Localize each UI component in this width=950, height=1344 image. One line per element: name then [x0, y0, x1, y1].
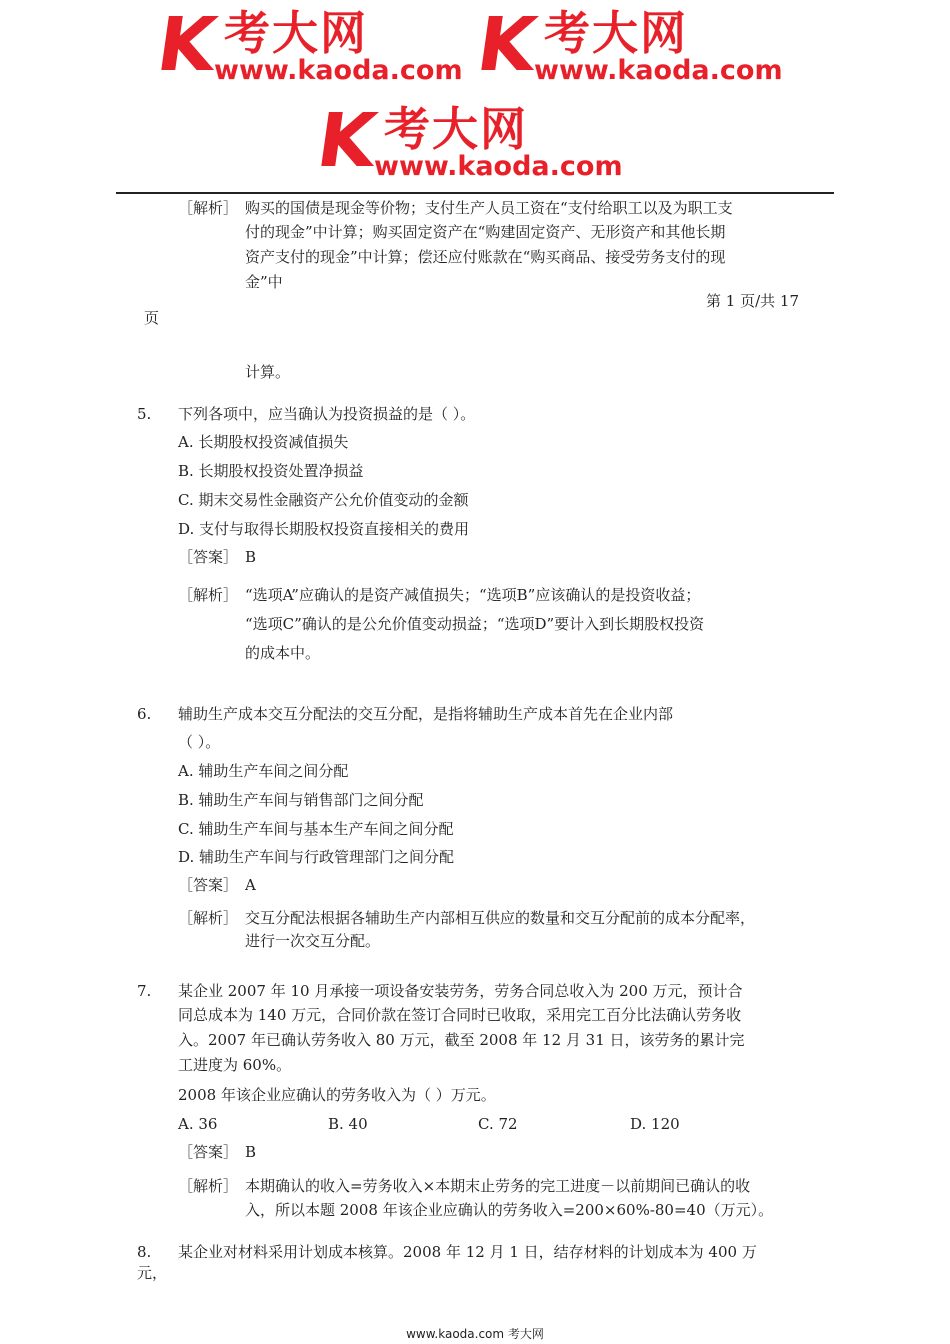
q6-answer: A	[245, 876, 256, 894]
q6-option-a: A. 辅助生产车间之间分配	[178, 762, 349, 780]
q7-analysis-line: 入，所以本题 2008 年该企业应确认的劳务收入=200×60%-80=40（万元）。	[245, 1201, 774, 1219]
q5-option-d: D. 支付与取得长期股权投资直接相关的费用	[178, 520, 470, 538]
logo-url: www.kaoda.com	[374, 151, 623, 182]
q7-answer-label: ［答案］	[178, 1143, 239, 1161]
q6-stem-line: （ ）。	[178, 733, 221, 751]
q7-answer: B	[245, 1143, 257, 1161]
q5-analysis-label: ［解析］	[178, 586, 239, 604]
q6-option-b: B. 辅助生产车间与销售部门之间分配	[178, 791, 424, 809]
q6-answer-label: ［答案］	[178, 876, 239, 894]
logo-k-mark: K	[311, 98, 382, 184]
q6-option-c: C. 辅助生产车间与基本生产车间之间分配	[178, 820, 454, 838]
q7-analysis-label: ［解析］	[178, 1177, 239, 1195]
q4-analysis-line: 金”中	[245, 273, 283, 291]
q8-number: 8.	[137, 1243, 152, 1261]
q8-stem-line: 元，	[137, 1264, 168, 1282]
q5-answer: B	[245, 548, 257, 566]
q4-analysis-line: 购买的国债是现金等价物；支付生产人员工资在“支付给职工以及为职工支	[245, 199, 733, 217]
q6-number: 6.	[137, 705, 152, 723]
q6-option-d: D. 辅助生产车间与行政管理部门之间分配	[178, 848, 455, 866]
q5-stem: 下列各项中，应当确认为投资损益的是（ ）。	[178, 405, 476, 423]
logo-chinese-name: 考大网	[384, 102, 528, 156]
q5-option-b: B. 长期股权投资处置净损益	[178, 462, 364, 480]
q7-stem-line: 工进度为 60%。	[178, 1056, 292, 1074]
q8-stem-line: 某企业对材料采用计划成本核算。2008 年 12 月 1 日，结存材料的计划成本为 400 万	[178, 1243, 757, 1261]
q5-analysis-line: 的成本中。	[245, 644, 321, 662]
q7-stem-line: 同总成本为 140 万元，合同价款在签订合同时已收取，采用完工百分比法确认劳务收	[178, 1006, 742, 1024]
q7-number: 7.	[137, 982, 152, 1000]
q6-analysis-label: ［解析］	[178, 909, 239, 927]
q5-analysis-line: “选项C”确认的是公允价值变动损益；“选项D”要计入到长期股权投资	[245, 615, 705, 633]
q4-analysis-line: 资产支付的现金”中计算；偿还应付账款在“购买商品、接受劳务支付的现	[245, 248, 726, 266]
kaoda-logo-right	[471, 2, 798, 92]
logo-k-mark: K	[151, 2, 222, 88]
q4-analysis-continued: 计算。	[245, 363, 291, 381]
q6-analysis-line: 进行一次交互分配。	[245, 932, 381, 950]
logo-chinese-name: 考大网	[544, 6, 688, 60]
q6-analysis-line: 交互分配法根据各辅助生产内部相互供应的数量和交互分配前的成本分配率，	[245, 909, 756, 927]
page-footer: www.kaoda.com 考大网	[406, 1327, 544, 1341]
q4-analysis-line: 付的现金”中计算；购买固定资产在“购建固定资产、无形资产和其他长期	[245, 223, 726, 241]
kaoda-logo-left	[151, 2, 478, 92]
header-rule	[116, 192, 834, 194]
page-number-suffix: 页	[144, 309, 160, 327]
q5-analysis-line: “选项A”应确认的是资产减值损失；“选项B”应该确认的是投资收益；	[245, 586, 701, 604]
q7-option-c: C. 72	[478, 1115, 518, 1133]
q7-stem-line: 2008 年该企业应确认的劳务收入为（ ）万元。	[178, 1086, 496, 1104]
logo-url: www.kaoda.com	[534, 55, 783, 86]
q5-option-a: A. 长期股权投资减值损失	[178, 433, 349, 451]
q6-stem-line: 辅助生产成本交互分配法的交互分配，是指将辅助生产成本首先在企业内部	[178, 705, 674, 723]
q4-analysis-label: ［解析］	[178, 199, 239, 217]
q7-option-a: A. 36	[178, 1115, 218, 1133]
logo-url: www.kaoda.com	[214, 55, 463, 86]
logo-chinese-name: 考大网	[224, 6, 368, 60]
q7-stem-line: 某企业 2007 年 10 月承接一项设备安装劳务，劳务合同总收入为 200 万元，预计合	[178, 982, 743, 1000]
q5-option-c: C. 期末交易性金融资产公允价值变动的金额	[178, 491, 469, 509]
logo-k-mark: K	[471, 2, 542, 88]
kaoda-logo-center	[311, 98, 638, 188]
q5-answer-label: ［答案］	[178, 548, 239, 566]
q7-option-d: D. 120	[630, 1115, 680, 1133]
q7-stem-line: 入。2007 年已确认劳务收入 80 万元，截至 2008 年 12 月 31 日，该劳务的累计完	[178, 1031, 745, 1049]
q5-number: 5.	[137, 405, 152, 423]
q7-analysis-line: 本期确认的收入=劳务收入×本期末止劳务的完工进度－以前期间已确认的收	[245, 1177, 751, 1195]
q7-option-b: B. 40	[328, 1115, 368, 1133]
page-number: 第 1 页/共 17	[706, 292, 799, 310]
